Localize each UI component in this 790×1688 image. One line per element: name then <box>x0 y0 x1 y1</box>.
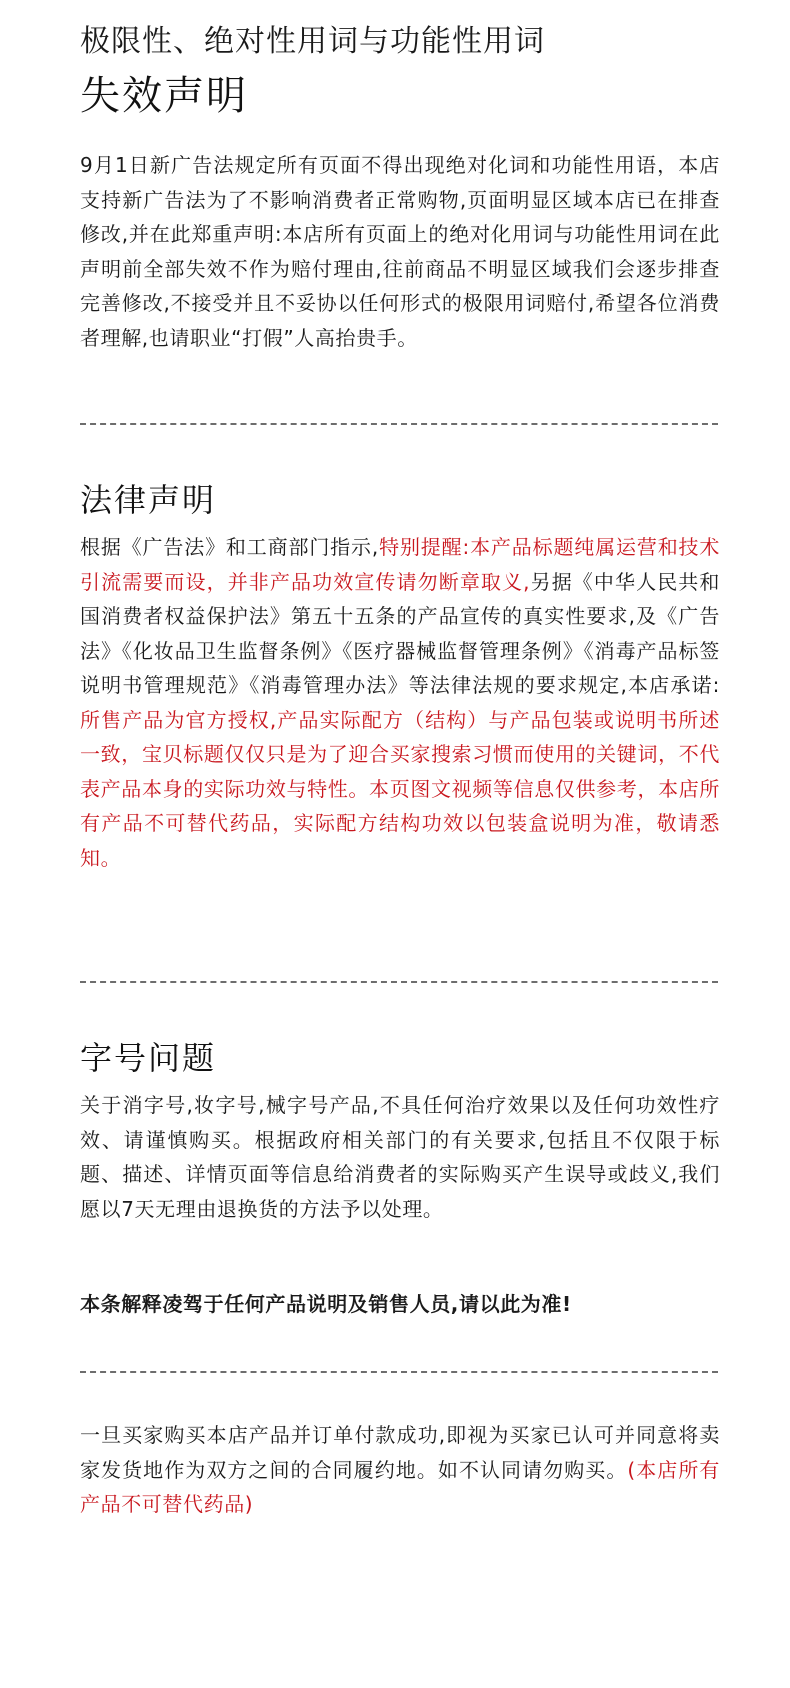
section-divider <box>80 1371 718 1373</box>
legal-reminder-red: 特别提醒:本产品标题纯属运营和技术引流需要而设，并非产品功效宣传请勿断章取义, <box>80 535 720 594</box>
legal-body <box>80 530 720 875</box>
section-divider <box>80 981 718 983</box>
font-issue-body: 关于消字号,妆字号,械字号产品,不具任何治疗效果以及任何功效性疗效、请谨慎购买。根据政府相关部门的有关要求,包括且不仅限于标题、描述、详情页面等信息给消费者的实际购买产生误导或歧义,我们愿以7天无理由退换货的方法予以处理。 <box>80 1093 720 1221</box>
notice-title: 失效声明 <box>80 73 248 119</box>
legal-promise-red: 所售产品为官方授权,产品实际配方（结构）与产品包装或说明书所述一致，宝贝标题仅仅只是为了迎合买家搜索习惯而使用的关键词，不代表产品本身的实际功效与特性。本页图文视频等信息仅供参考，本店所有产品不可替代药品，实际配方结构功效以包装盒说明为准，敬请悉知。 <box>80 707 720 870</box>
notice-body: 9月1日新广告法规定所有页面不得出现绝对化词和功能性用语，本店支持新广告法为了不影响消费者正常购物,页面明显区域本店已在排查修改,并在此郑重声明:本店所有页面上的绝对化用词与功能性用词在此声明前全部失效不作为赔付理由,往前商品不明显区域我们会逐步排查完善修改,不接受并且不妥协以任何形式的极限用词赔付,希望各位消费者理解,也请职业“打假”人高抬贵手。 <box>80 153 720 350</box>
contract-red-note: (本店所有产品不可替代药品) <box>80 1457 720 1516</box>
section-divider <box>80 423 718 425</box>
override-note: 本条解释凌驾于任何产品说明及销售人员,请以此为准! <box>80 1292 572 1316</box>
contract-text: 一旦买家购买本店产品并订单付款成功,即视为买家已认可并同意将卖家发货地作为双方之间的合同履约地。如不认同请勿购买。 <box>80 1423 720 1482</box>
legal-title: 法律声明 <box>80 481 217 519</box>
notice-subtitle: 极限性、绝对性用词与功能性用词 <box>80 24 545 59</box>
notice-heading <box>80 22 720 122</box>
legal-text-normal: 另据《中华人民共和国消费者权益保护法》第五十五条的产品宣传的真实性要求,及《广告法》《化妆品卫生监督条例》《医疗器械监督管理条例》《消毒产品标签说明书管理规范》《消毒管理办法》等法律法规的要求规定,本店承诺: <box>80 569 721 697</box>
font-issue-title: 字号问题 <box>80 1039 217 1077</box>
legal-text-normal: 根据《广告法》和工商部门指示, <box>80 535 379 559</box>
contract-body <box>80 1418 720 1522</box>
